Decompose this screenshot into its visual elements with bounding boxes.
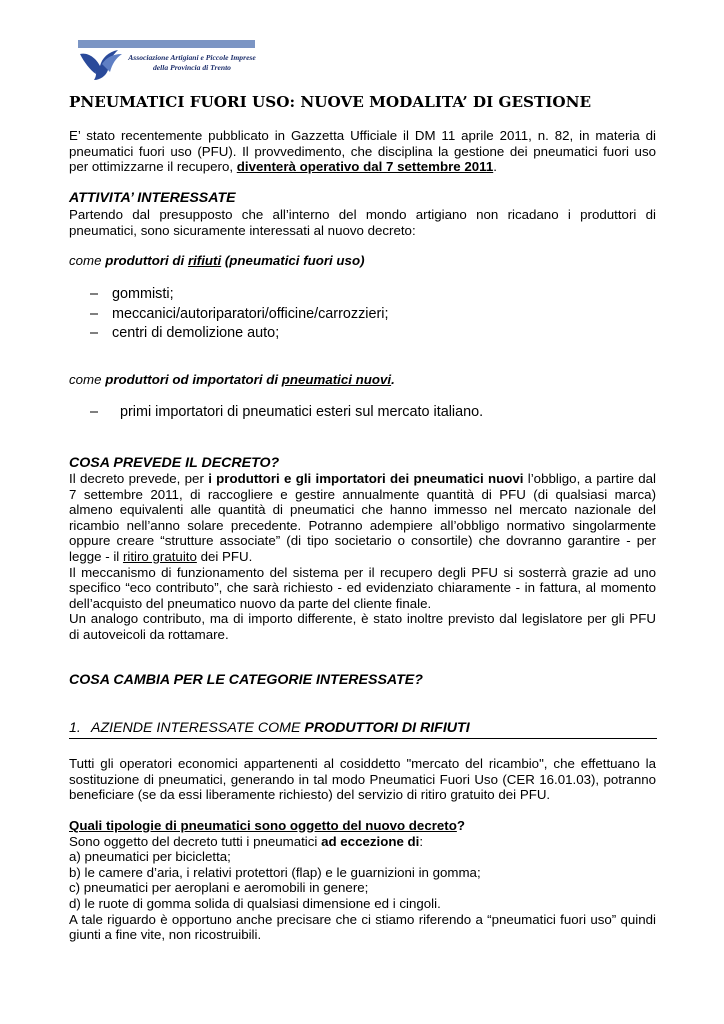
intro-line: E’ stato recentemente pubblicato in Gazzetta Ufficiale il DM 11 aprile 2011, n. 82, in materia di	[69, 128, 656, 143]
bullet-list-rifiuti	[90, 285, 388, 344]
section1-paragraph: Partendo dal presupposto che all’interno del mondo artigiano non ricadano i produttori di pneumatici, sono sicuramente interessati al nuovo decreto:	[69, 207, 656, 238]
list-item: – meccanici/autoriparatori/officine/carrozzieri;	[90, 305, 389, 322]
list-item: c) pneumatici per aeroplani e aeromobili in genere;	[69, 880, 369, 896]
numbered-subheading: 1. AZIENDE INTERESSATE COME PRODUTTORI DI RIFIUTI	[69, 720, 657, 739]
section-heading-attivita: ATTIVITA’ INTERESSATE	[69, 190, 236, 206]
association-name	[126, 53, 258, 73]
section-heading-decreto: COSA PREVEDE IL DECRETO?	[69, 455, 280, 471]
intro-line: per ottimizzarne il recupero, diventerà operativo dal 7 settembre 2011.	[69, 159, 497, 175]
section-heading-categorie: COSA CAMBIA PER LE CATEGORIE INTERESSATE?	[69, 672, 423, 688]
list-item: – primi importatori di pneumatici esteri sul mercato italiano.	[90, 404, 484, 420]
list-item: d) le ruote di gomma solida di qualsiasi dimensione ed i cingoli.	[69, 895, 441, 911]
section3-paragraph: Tutti gli operatori economici appartenenti al cosiddetto "mercato del ricambio", che effettuano la sostituzione di pneumatici, generando in tal modo Pneumatici Fuori Uso (CER 16.01.03), potranno beneficiare (se da essi liberamente richiesto) del servizio di ritiro gratuito dei PFU.	[69, 756, 656, 803]
page-title: PNEUMATICI FUORI USO: NUOVE MODALITA’ DI GESTIONE	[69, 93, 592, 111]
tipologie-question: Quali tipologie di pneumatici sono oggetto del nuovo decreto?	[69, 818, 465, 833]
org-name-line1: Associazione Artigiani e Piccole Imprese	[128, 53, 256, 62]
association-logo	[78, 40, 258, 82]
intro-paragraph	[69, 128, 656, 175]
list-item: a) pneumatici per bicicletta;	[69, 849, 231, 865]
bird-logo-icon	[78, 44, 126, 84]
list-item: – centri di demolizione auto;	[90, 325, 280, 341]
list-item: b) le camere d’aria, i relativi protettori (flap) e le guarnizioni in gomma;	[69, 864, 481, 880]
tipologie-paragraph: Quali tipologie di pneumatici sono oggetto del nuovo decreto? Sono oggetto del decreto tutti i pneumatici ad eccezione di: a) pneumatici per bicicletta; b) le camere d’aria, i relativi protettori (flap) e le guarnizioni in gomma; c) pneumatici per aeroplani e aeromobili in genere; d) le ruote di gomma solida di qualsiasi dimensione ed i cingoli. A tale riguardo è opportuno anche precisare che ci stiamo riferendo a “pneumatici fuori uso” quindi giunti a fine vite, non ricostruibili.	[69, 818, 656, 943]
bullet-list-importatori	[90, 403, 483, 423]
operative-date: diventerà operativo dal 7 settembre 2011	[236, 159, 494, 175]
group-heading-produttori-pneumatici: come produttori od importatori di pneumatici nuovi.	[69, 372, 395, 387]
section2-paragraph: Il decreto prevede, per i produttori e gli importatori dei pneumatici nuovi l’obbligo, a partire dal 7 settembre 2011, di raccogliere e gestire annualmente quantità di PFU (di qualsiasi marca) almeno equivalenti alle quantità di pneumatici che hanno immesso nel mercato nazionale del ricambio nell’anno solare precedente. Potranno adempiere all’obbligo normativo singolarmente oppure creare “strutture associate” (di tipo societario o consortile) che dovranno garantire - per legge - il ritiro gratuito dei PFU. Il meccanismo di funzionamento del sistema per il recupero degli PFU si sosterrà grazie ad uno specifico “eco contributo”, che sarà richiesto - ed evidenziato chiaramente - in fattura, al momento dell’acquisto del pneumatico nuovo da parte del cliente finale. Un analogo contributo, ma di importo differente, è stato inoltre previsto dal legislatore per gli PFU di autoveicoli da rottamare.	[69, 471, 656, 642]
list-item: – gommisti;	[90, 286, 174, 302]
intro-line: pneumatici fuori uso (PFU). Il provvedimento, che disciplina la gestione dei pneumatici fuori uso	[69, 143, 656, 159]
org-name-line2: della Provincia di Trento	[153, 63, 231, 72]
group-heading-produttori-rifiuti: come produttori di rifiuti (pneumatici fuori uso)	[69, 253, 365, 268]
